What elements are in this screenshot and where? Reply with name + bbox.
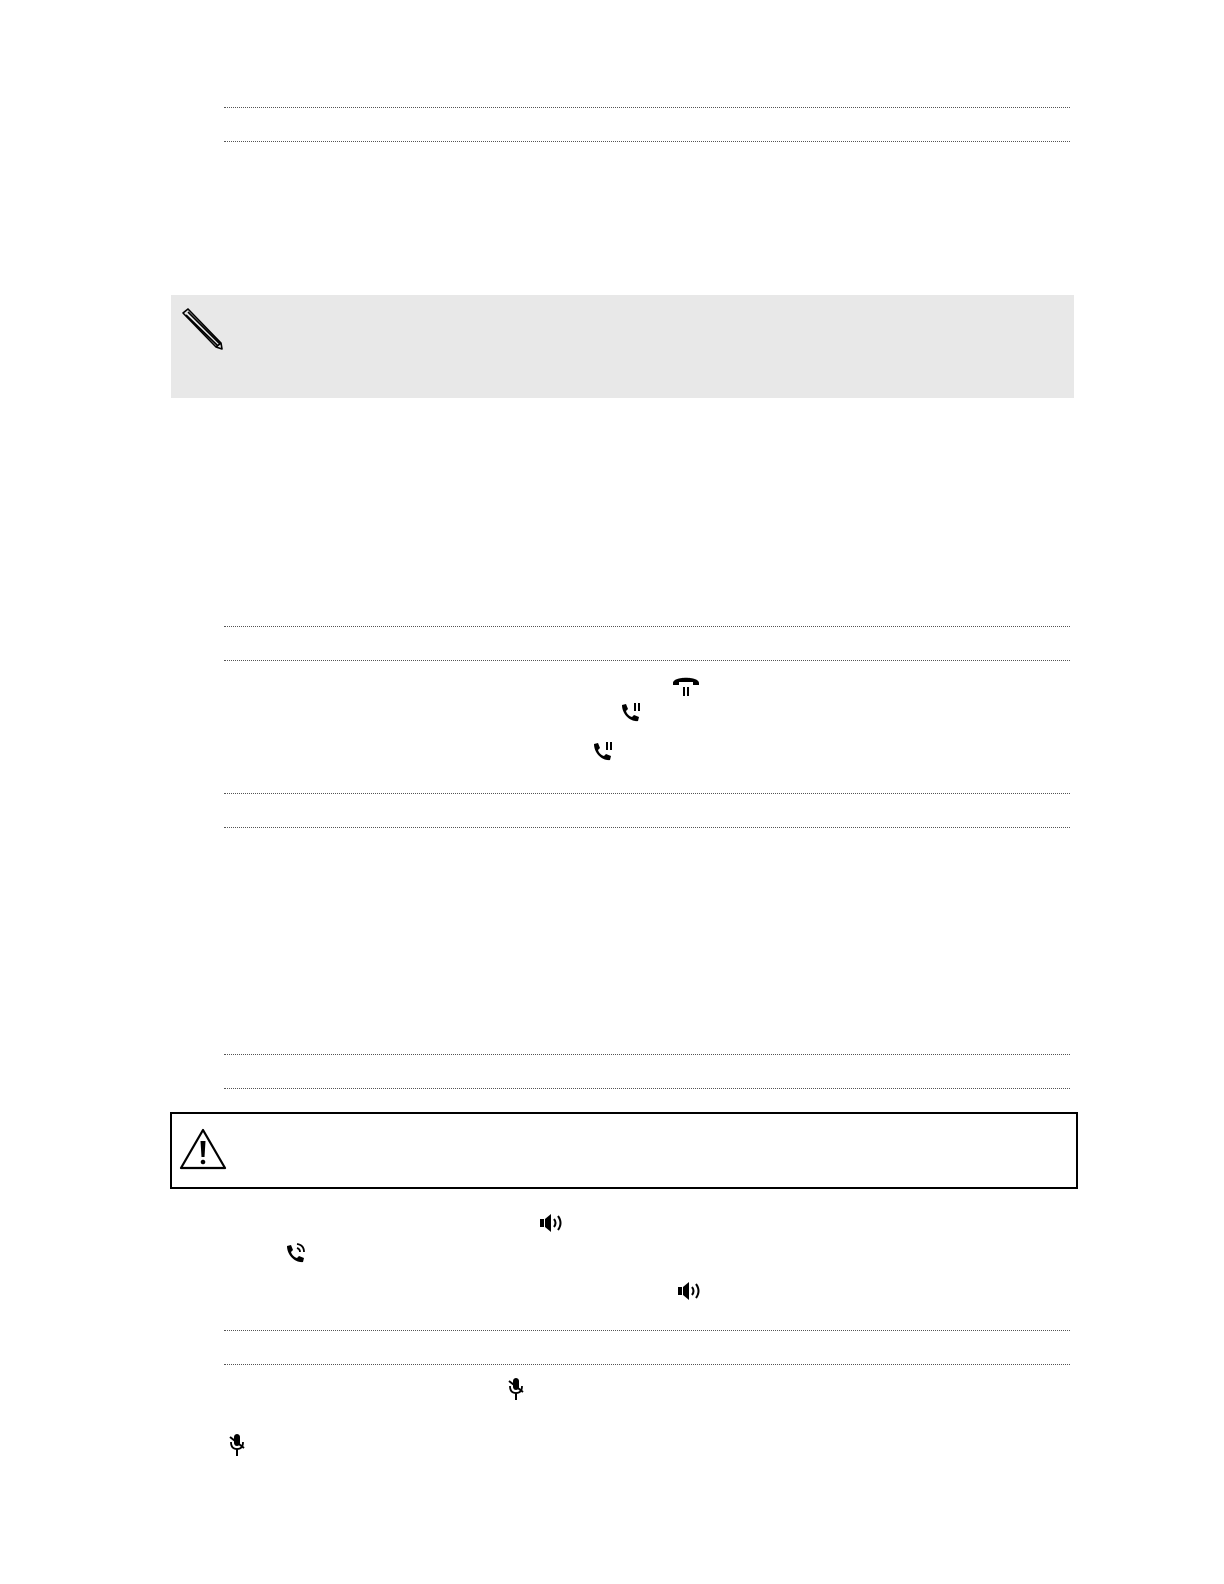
call-hold-icon [619,701,643,725]
warning-box [170,1112,1078,1189]
microphone-mute-icon [227,1432,247,1458]
call-hold-icon [591,740,615,764]
microphone-mute-icon [506,1376,526,1402]
section-rule-bottom [224,141,1070,142]
section-rule-bottom [224,1088,1070,1089]
speaker-icon [677,1280,705,1302]
section-rule-bottom [224,827,1070,828]
section-rule-top [224,1330,1070,1331]
speaker-icon [539,1212,567,1234]
section-rule-bottom [224,660,1070,661]
warning-triangle-icon [178,1127,228,1171]
pencil-note-icon [180,307,224,351]
section-rule-bottom [224,1364,1070,1365]
section-rule-top [224,626,1070,627]
section-rule-top [224,1054,1070,1055]
note-box [171,295,1074,398]
speakerphone-call-icon [284,1240,308,1264]
section-rule-top [224,107,1070,108]
section-rule-top [224,793,1070,794]
phone-hold-icon [671,673,701,697]
